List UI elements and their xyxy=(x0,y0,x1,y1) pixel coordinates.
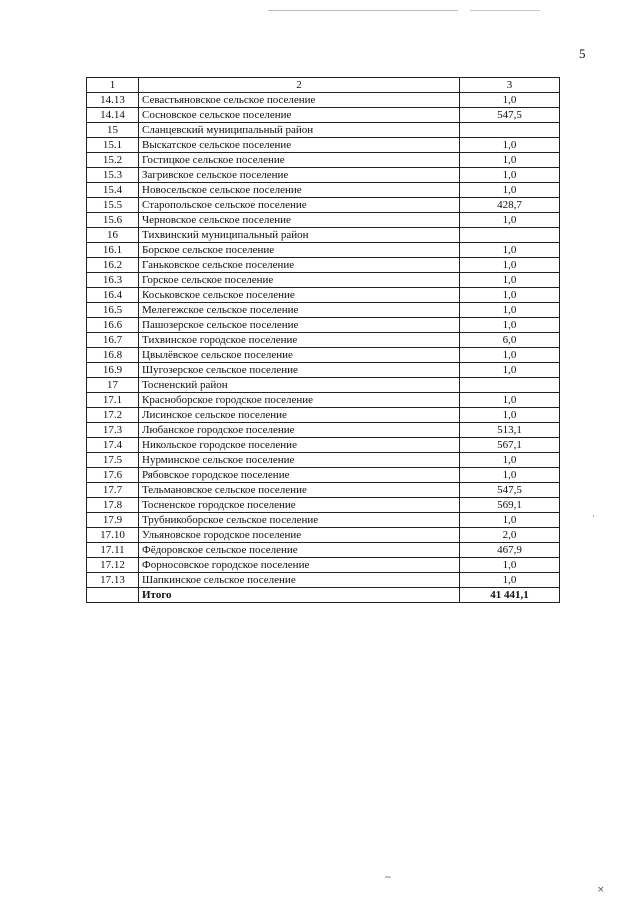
table-row xyxy=(87,303,560,318)
page-number: 5 xyxy=(579,46,586,61)
scan-artifact-line xyxy=(470,10,540,11)
row-value-cell: 1,0 xyxy=(460,213,560,228)
table-row xyxy=(87,363,560,378)
table-row xyxy=(87,213,560,228)
row-number-cell: 17.11 xyxy=(87,543,139,558)
row-name-cell: Тельмановское сельское поселение xyxy=(139,483,460,498)
table-row xyxy=(87,183,560,198)
row-value-cell: 1,0 xyxy=(460,558,560,573)
row-number-cell: 15 xyxy=(87,123,139,138)
table-row xyxy=(87,468,560,483)
row-name-cell: Никольское городское поселение xyxy=(139,438,460,453)
row-number-cell: 17.8 xyxy=(87,498,139,513)
row-value-cell: 1,0 xyxy=(460,183,560,198)
row-name-cell: Коськовское сельское поселение xyxy=(139,288,460,303)
budget-table xyxy=(86,77,560,603)
table-row xyxy=(87,528,560,543)
row-name-cell: Старопольское сельское поселение xyxy=(139,198,460,213)
row-number-cell: 17.2 xyxy=(87,408,139,423)
row-value-cell: 1,0 xyxy=(460,288,560,303)
table-row xyxy=(87,228,560,243)
row-number-cell: 16.7 xyxy=(87,333,139,348)
row-value-cell: 1,0 xyxy=(460,273,560,288)
table-row xyxy=(87,558,560,573)
table-row xyxy=(87,123,560,138)
row-number-cell: 16.5 xyxy=(87,303,139,318)
scan-speck: ~ xyxy=(384,873,392,883)
row-name-cell: Выскатское сельское поселение xyxy=(139,138,460,153)
row-number-cell: 15.6 xyxy=(87,213,139,228)
row-number-cell: 17.13 xyxy=(87,573,139,588)
row-name-cell: Ульяновское городское поселение xyxy=(139,528,460,543)
row-value-cell: 1,0 xyxy=(460,348,560,363)
table-row xyxy=(87,438,560,453)
table-row xyxy=(87,483,560,498)
row-value-cell: 1,0 xyxy=(460,138,560,153)
row-number-cell: 14.13 xyxy=(87,93,139,108)
row-name-cell: Тосненский район xyxy=(139,378,460,393)
row-name-cell: Рябовское городское поселение xyxy=(139,468,460,483)
scan-artifact-line xyxy=(268,10,458,11)
header-cell-3: 3 xyxy=(460,78,560,93)
row-value-cell: 1,0 xyxy=(460,468,560,483)
table-row xyxy=(87,93,560,108)
table-row xyxy=(87,288,560,303)
row-number-cell: 15.3 xyxy=(87,168,139,183)
row-value-cell: 1,0 xyxy=(460,243,560,258)
row-number-cell: 15.5 xyxy=(87,198,139,213)
table-row xyxy=(87,168,560,183)
row-name-cell: Горское сельское поселение xyxy=(139,273,460,288)
row-name-cell: Лисинское сельское поселение xyxy=(139,408,460,423)
row-value-cell: 1,0 xyxy=(460,153,560,168)
header-cell-2: 2 xyxy=(139,78,460,93)
table-row xyxy=(87,378,560,393)
row-number-cell: 16.1 xyxy=(87,243,139,258)
row-name-cell: Тихвинский муниципальный район xyxy=(139,228,460,243)
table-row xyxy=(87,408,560,423)
table-row xyxy=(87,543,560,558)
row-number-cell: 17.3 xyxy=(87,423,139,438)
row-name-cell: Севастьяновское сельское поселение xyxy=(139,93,460,108)
table-row xyxy=(87,348,560,363)
row-number-cell: 17.9 xyxy=(87,513,139,528)
row-number-cell: 16.2 xyxy=(87,258,139,273)
row-name-cell: Загривское сельское поселение xyxy=(139,168,460,183)
row-name-cell: Нурминское сельское поселение xyxy=(139,453,460,468)
row-name-cell: Красноборское городское поселение xyxy=(139,393,460,408)
row-value-cell: 1,0 xyxy=(460,513,560,528)
table-row xyxy=(87,333,560,348)
table-row xyxy=(87,498,560,513)
row-name-cell: Гостицкое сельское поселение xyxy=(139,153,460,168)
row-value-cell: 1,0 xyxy=(460,258,560,273)
header-cell-1: 1 xyxy=(87,78,139,93)
row-value-cell: 1,0 xyxy=(460,453,560,468)
row-value-cell: 467,9 xyxy=(460,543,560,558)
row-number-cell: 17.7 xyxy=(87,483,139,498)
row-value-cell: 513,1 xyxy=(460,423,560,438)
row-value-cell: 1,0 xyxy=(460,408,560,423)
row-number-cell: 15.1 xyxy=(87,138,139,153)
row-number-cell: 16.4 xyxy=(87,288,139,303)
row-value-cell: 569,1 xyxy=(460,498,560,513)
total-number-cell xyxy=(87,588,139,603)
row-name-cell: Тихвинское городское поселение xyxy=(139,333,460,348)
row-number-cell: 16 xyxy=(87,228,139,243)
row-value-cell: 2,0 xyxy=(460,528,560,543)
row-value-cell: 1,0 xyxy=(460,393,560,408)
row-name-cell: Новосельское сельское поселение xyxy=(139,183,460,198)
row-name-cell: Ганьковское сельское поселение xyxy=(139,258,460,273)
row-name-cell: Черновское сельское поселение xyxy=(139,213,460,228)
row-value-cell: 547,5 xyxy=(460,108,560,123)
row-number-cell: 16.6 xyxy=(87,318,139,333)
row-value-cell xyxy=(460,123,560,138)
table-row xyxy=(87,513,560,528)
row-name-cell: Сосновское сельское поселение xyxy=(139,108,460,123)
row-value-cell: 1,0 xyxy=(460,573,560,588)
table-row xyxy=(87,573,560,588)
row-value-cell: 1,0 xyxy=(460,303,560,318)
row-value-cell: 567,1 xyxy=(460,438,560,453)
table-row xyxy=(87,138,560,153)
row-value-cell: 1,0 xyxy=(460,168,560,183)
row-number-cell: 15.4 xyxy=(87,183,139,198)
table-row xyxy=(87,273,560,288)
row-number-cell: 16.3 xyxy=(87,273,139,288)
row-number-cell: 16.9 xyxy=(87,363,139,378)
row-number-cell: 17.1 xyxy=(87,393,139,408)
total-row xyxy=(87,588,560,603)
row-name-cell: Шугозерское сельское поселение xyxy=(139,363,460,378)
row-number-cell: 17.10 xyxy=(87,528,139,543)
row-number-cell: 17 xyxy=(87,378,139,393)
row-number-cell: 17.6 xyxy=(87,468,139,483)
row-number-cell: 17.12 xyxy=(87,558,139,573)
row-number-cell: 17.4 xyxy=(87,438,139,453)
row-value-cell: 6,0 xyxy=(460,333,560,348)
table-body xyxy=(87,78,560,603)
scan-speck: · xyxy=(592,512,595,522)
row-number-cell: 14.14 xyxy=(87,108,139,123)
row-name-cell: Фёдоровское сельское поселение xyxy=(139,543,460,558)
table-row xyxy=(87,243,560,258)
row-name-cell: Форносовское городское поселение xyxy=(139,558,460,573)
table-row xyxy=(87,198,560,213)
table-row xyxy=(87,393,560,408)
table-row xyxy=(87,108,560,123)
row-value-cell: 1,0 xyxy=(460,318,560,333)
row-name-cell: Цвылёвское сельское поселение xyxy=(139,348,460,363)
table-row xyxy=(87,318,560,333)
row-value-cell: 1,0 xyxy=(460,363,560,378)
total-label-cell: Итого xyxy=(139,588,460,603)
table-row xyxy=(87,153,560,168)
row-value-cell xyxy=(460,378,560,393)
row-name-cell: Мелегежское сельское поселение xyxy=(139,303,460,318)
row-name-cell: Сланцевский муниципальный район xyxy=(139,123,460,138)
row-name-cell: Борское сельское поселение xyxy=(139,243,460,258)
row-value-cell: 1,0 xyxy=(460,93,560,108)
row-number-cell: 15.2 xyxy=(87,153,139,168)
scan-speck: × xyxy=(597,885,605,895)
row-name-cell: Трубникоборское сельское поселение xyxy=(139,513,460,528)
table-row xyxy=(87,258,560,273)
row-name-cell: Пашозерское сельское поселение xyxy=(139,318,460,333)
row-value-cell: 428,7 xyxy=(460,198,560,213)
total-value-cell: 41 441,1 xyxy=(460,588,560,603)
row-name-cell: Тосненское городское поселение xyxy=(139,498,460,513)
row-number-cell: 16.8 xyxy=(87,348,139,363)
row-value-cell xyxy=(460,228,560,243)
table-header-row xyxy=(87,78,560,93)
row-value-cell: 547,5 xyxy=(460,483,560,498)
row-number-cell: 17.5 xyxy=(87,453,139,468)
row-name-cell: Любанское городское поселение xyxy=(139,423,460,438)
table-row xyxy=(87,453,560,468)
table-row xyxy=(87,423,560,438)
row-name-cell: Шапкинское сельское поселение xyxy=(139,573,460,588)
